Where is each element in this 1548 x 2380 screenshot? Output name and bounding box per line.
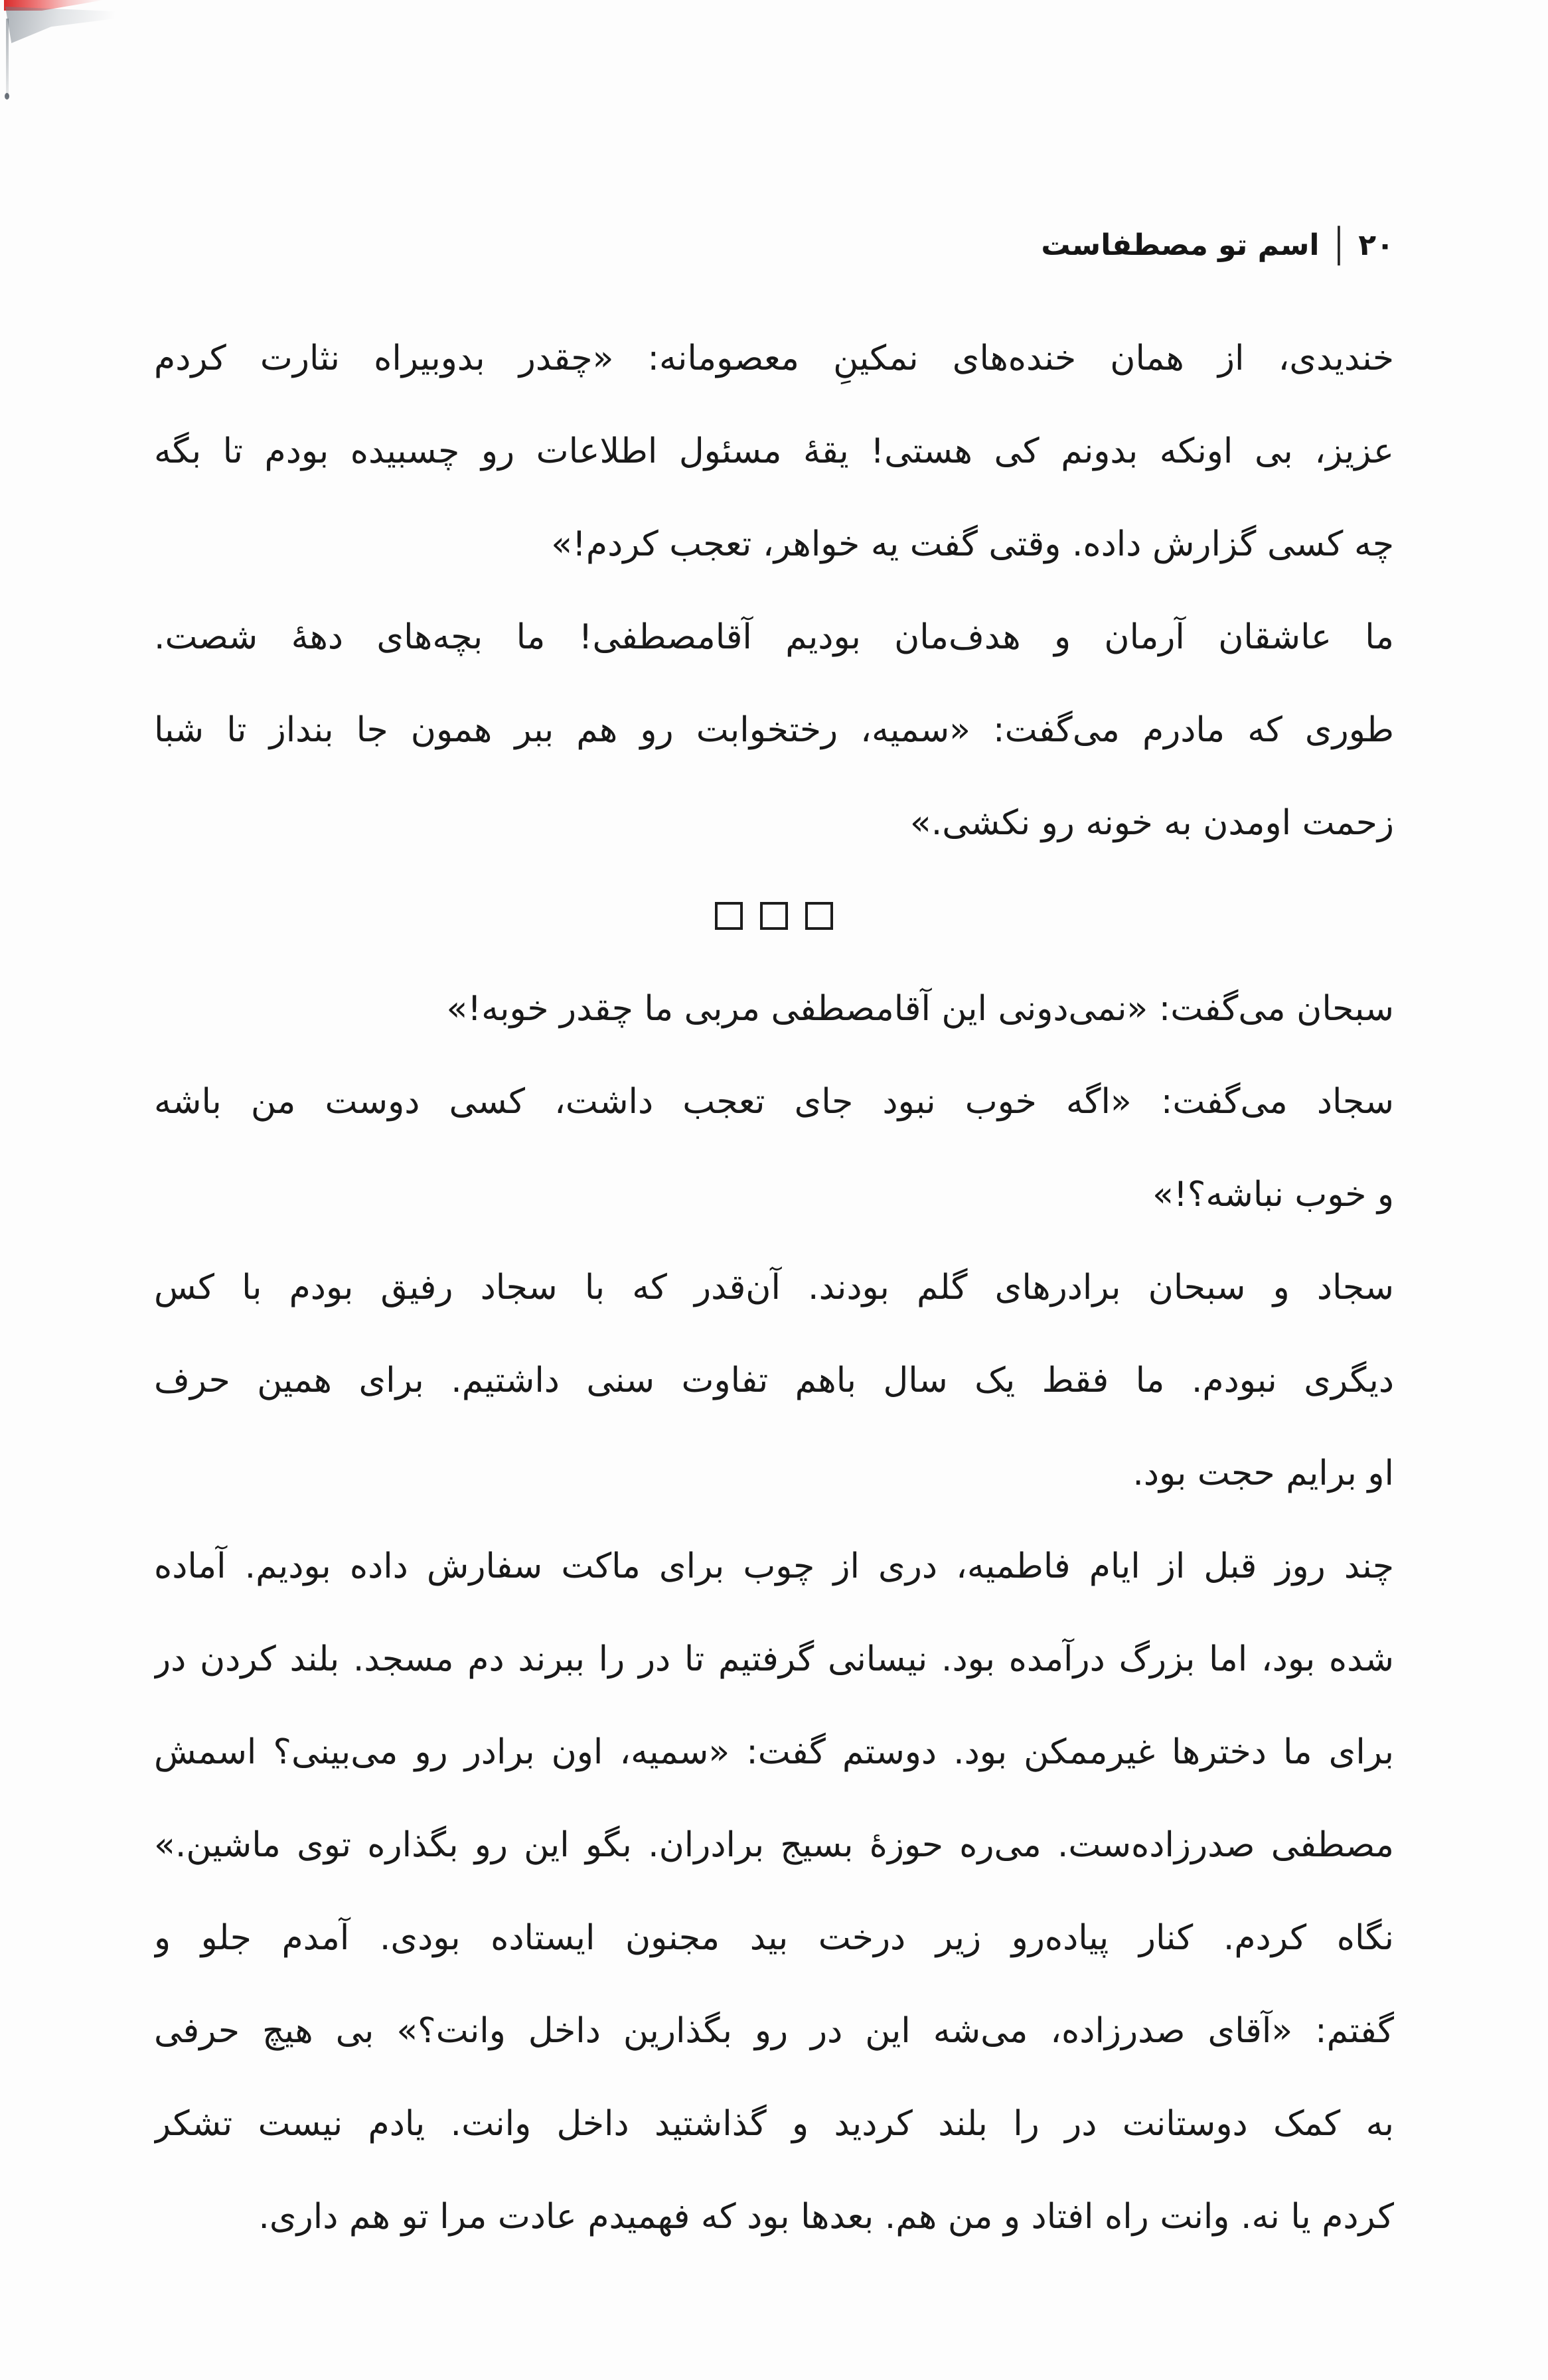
book-title: اسم تو مصطفاست [1041,228,1320,262]
text-line: عزیز، بی اونکه بدونم کی هستی! یقهٔ مسئول اطلاعات رو چسبیده بودم تا بگه [154,431,1394,471]
divider-square-icon [805,902,833,930]
header-separator: | [1334,220,1344,266]
text-block [154,312,1394,2263]
text-line: مصطفی صدرزاده‌ست. می‌ره حوزهٔ بسیج برادران. بگو این رو بگذاره توی ماشین.» [154,1825,1394,1865]
text-line: سجاد می‌گفت: «اگه خوب نبود جای تعجب داشت، کسی دوست من باشه [154,1082,1394,1122]
text-line: طوری که مادرم می‌گفت: «سمیه، رختخوابت رو هم ببر همون جا بنداز تا شبا [154,710,1394,750]
text-line: شده بود، اما بزرگ درآمده بود. نیسانی گرفتیم تا در را ببرند دم مسجد. بلند کردن در [154,1639,1394,1679]
text-line: سجاد و سبحان برادرهای گلم بودند. آن‌قدر که با سجاد رفیق بودم با کس [154,1268,1394,1307]
text-line: برای ما دخترها غیرممکن بود. دوستم گفت: «سمیه، اون برادر رو می‌بینی؟ اسمش [154,1732,1394,1772]
text-line: نگاه کردم. کنار پیاده‌رو زیر درخت بید مجنون ایستاده بودی. آمدم جلو و [154,1918,1394,1958]
text-line: و خوب نباشه؟!» [1152,1175,1394,1215]
text-line: زحمت اومدن به خونه رو نکشی.» [909,803,1394,843]
page-header [1041,220,1394,267]
divider-square-icon [760,902,788,930]
text-line: سبحان می‌گفت: «نمی‌دونی این آقامصطفی مربی ما چقدر خوبه!» [446,989,1394,1029]
text-line: گفتم: «آقای صدرزاده، می‌شه این در رو بگذارین داخل وانت؟» بی هیچ حرفی [154,2011,1394,2051]
text-line: کردم یا نه. وانت راه افتاد و من هم. بعدها بود که فهمیدم عادت مرا تو هم داری. [258,2197,1394,2237]
scan-artifact-gray-line [6,19,9,97]
text-line: به کمک دوستانت در را بلند کردید و گذاشتید داخل وانت. یادم نیست تشکر [154,2104,1394,2144]
scan-artifact-gray-smudge [5,7,158,43]
divider-square-icon [715,902,743,930]
text-line: خندیدی، از همان خنده‌های نمکینِ معصومانه: «چقدر بدوبیراه نثارت کردم [154,338,1394,378]
text-line: ما عاشقان آرمان و هدف‌مان بودیم آقامصطفی! ما بچه‌های دههٔ شصت. [154,617,1394,657]
text-line: چند روز قبل از ایام فاطمیه، دری از چوب برای ماکت سفارش داده بودیم. آماده [154,1546,1394,1586]
text-line: چه کسی گزارش داده. وقتی گفت یه خواهر، تعجب کردم!» [551,524,1394,564]
scan-artifact-dot [5,93,9,100]
text-line: او برایم حجت بود. [1132,1453,1394,1493]
text-line: دیگری نبودم. ما فقط یک سال باهم تفاوت سنی داشتیم. برای همین حرف [154,1361,1394,1400]
section-divider [154,869,1394,962]
page-number: ۲۰ [1358,228,1394,262]
